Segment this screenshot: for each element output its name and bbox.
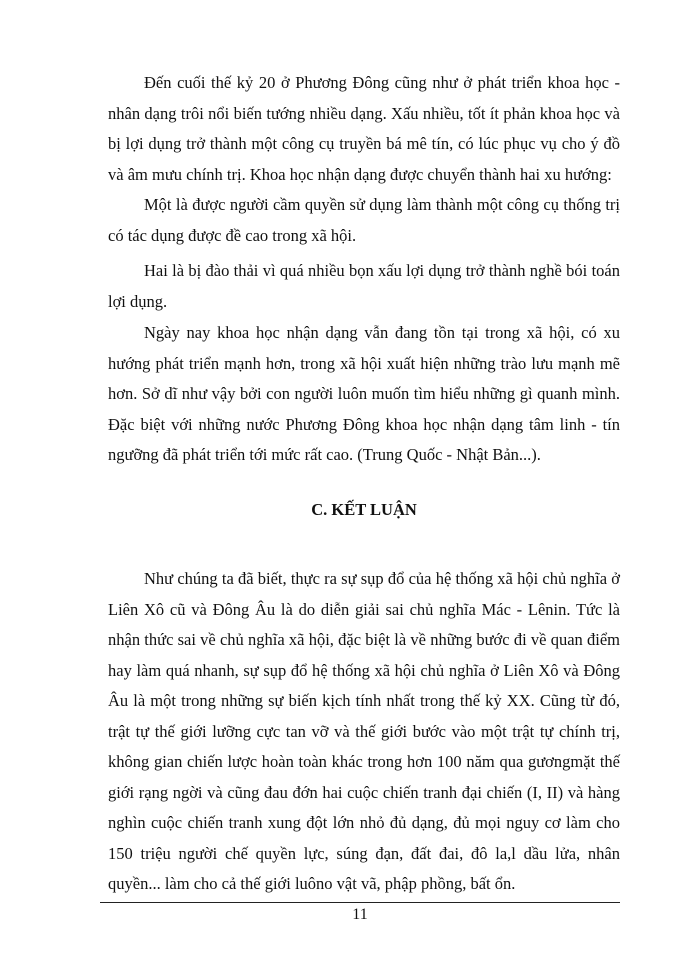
page-number: 11	[352, 906, 368, 923]
paragraph-present-day: Ngày nay khoa học nhận dạng vẫn đang tồn tại trong xã hội, có xu hướng phát triển mạnh hơn, trong xã hội xuất hiện những trào lưu mạnh mẽ hơn. Sở dĩ như vậy bởi con người luôn muốn tìm hiểu những gì quanh mình. Đặc biệt với những nước Phương Đông khoa học nhận dạng tâm linh - tín ngưỡng đã phát triển tới mức rất cao. (Trung Quốc - Nhật Bản...).	[108, 323, 620, 464]
paragraph-trend-two: Hai là bị đào thải vì quá nhiều bọn xấu lợi dụng trở thành nghề bói toán lợi dụng.	[108, 261, 620, 311]
footer-divider	[100, 902, 620, 903]
paragraph-conclusion: Như chúng ta đã biết, thực ra sự sụp đổ của hệ thống xã hội chủ nghĩa ở Liên Xô cũ và Đông Âu là do diễn giải sai chủ nghĩa Mác - Lênin. Tức là nhận thức sai về chủ nghĩa xã hội, đặc biệt là về những bước đi về quan điểm hay làm quá nhanh, sự sụp đổ hệ thống xã hội chủ nghĩa ở Liên Xô và Đông Âu là một trong những sự biến kịch tính nhất trong thế kỷ XX. Cũng từ đó, trật tự thế giới lưỡng cực tan vỡ và thế giới bước vào một trật tự chính trị, không gian chiến lược hoàn toàn khác trong hơn 100 năm qua gươngmặt thế giới rạng ngời và cũng đau đớn hai cuộc chiến tranh đại chiến (I, II) và hàng nghìn cuộc chiến tranh xung đột lớn nhỏ đủ dạng, đủ mọi nguy cơ làm cho 150 triệu người chế quyền lực, súng đạn, đất đai, đô la,l dầu lửa, nhân quyền... làm cho cả thế giới luôno vật vã, phập phồng, bất ổn.	[108, 569, 620, 893]
paragraph-eastern-development: Đến cuối thế kỷ 20 ở Phương Đông cũng như ở phát triển khoa học - nhân dạng trôi nổi biến tướng nhiều dạng. Xấu nhiều, tốt ít phản khoa học và bị lợi dụng trở thành một công cụ truyền bá mê tín, có lúc phục vụ cho ý đồ và âm mưu chính trị. Khoa học nhận dạng được chuyển thành hai xu hướng:	[108, 73, 620, 184]
paragraph-trend-one: Một là được người cầm quyền sử dụng làm thành một công cụ thống trị có tác dụng được đề cao trong xã hội.	[108, 195, 620, 245]
section-heading-conclusion: C. KẾT LUẬN	[311, 500, 417, 519]
